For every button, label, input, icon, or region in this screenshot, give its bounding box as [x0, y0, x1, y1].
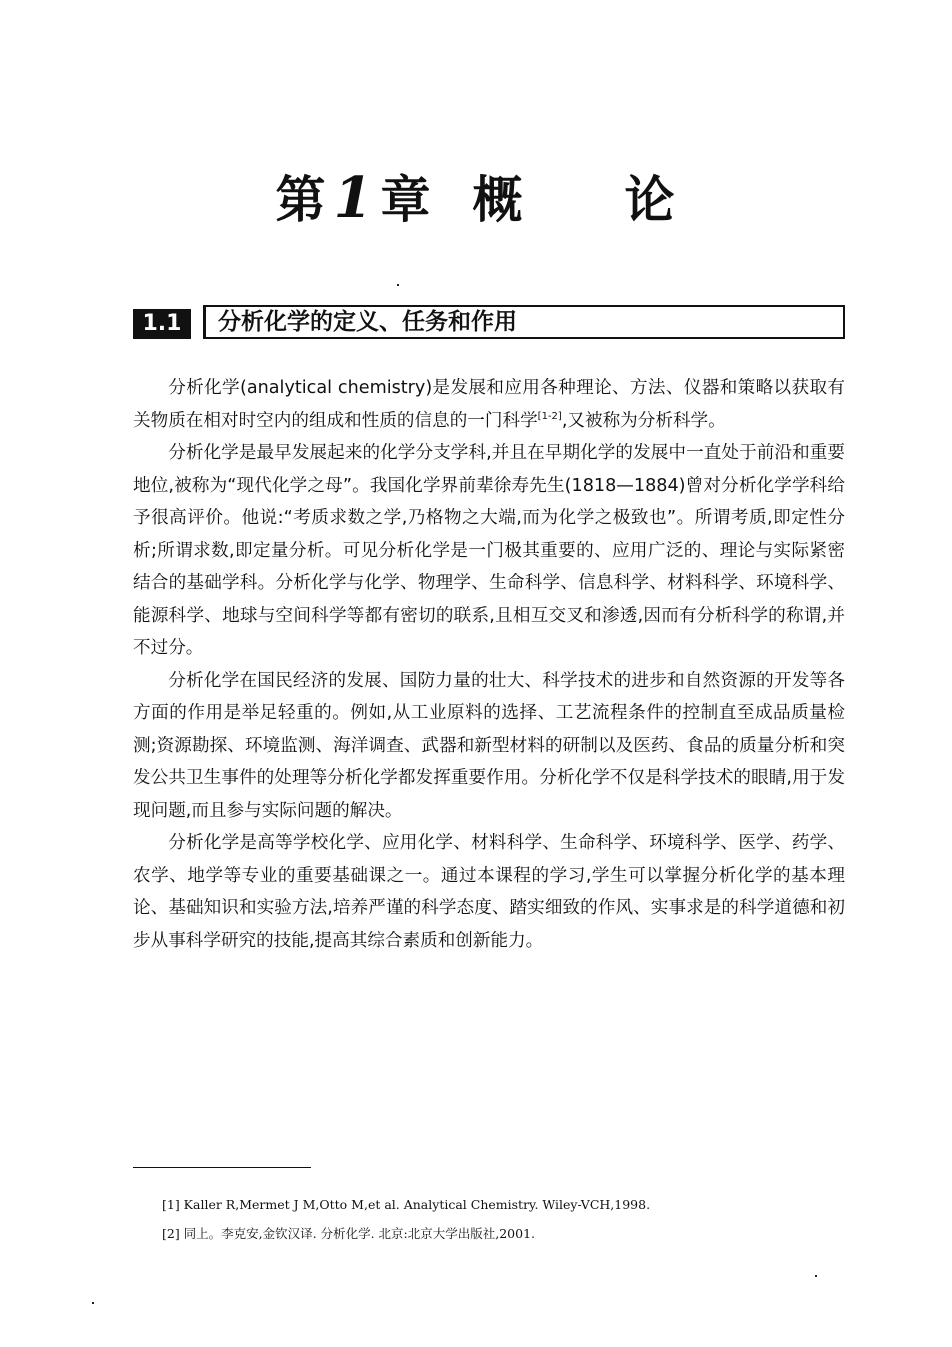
chapter-word-2: 论 — [624, 170, 677, 229]
section-number: 1.1 — [133, 309, 191, 339]
chapter-label-post: 章 — [380, 170, 433, 229]
citation-ref: [1-2] — [537, 410, 562, 422]
scan-speck — [815, 1275, 817, 1277]
paragraph-2: 分析化学是最早发展起来的化学分支学科,并且在早期化学的发展中一直处于前沿和重要地位,被称为“现代化学之母”。我国化学界前辈徐寿先生(1818—1884)曾对分析化学学科给予很高评价。他说:“考质求数之学,乃格物之大端,而为化学之极致也”。所谓考质,即定性分析;所谓求数,即定量分析。可见分析化学是一门极其重要的、应用广泛的、理论与实际紧密结合的基础学科。分析化学与化学、物理学、生命科学、信息科学、材料科学、环境科学、能源科学、地球与空间科学等都有密切的联系,且相互交叉和渗透,因而有分析科学的称谓,并不过分。 — [133, 443, 845, 658]
body-text — [133, 372, 845, 957]
section-heading — [133, 305, 845, 343]
chapter-label-pre: 第 — [275, 170, 328, 229]
paragraph-1-tail: ,又被称为分析科学。 — [561, 410, 726, 431]
scan-speck — [92, 1302, 94, 1304]
scan-speck — [397, 284, 399, 286]
section-title: 分析化学的定义、任务和作用 — [203, 305, 845, 339]
footnote-1: [1] Kaller R,Mermet J M,Otto M,et al. Analytical Chemistry. Wiley-VCH,1998. — [162, 1197, 651, 1212]
paragraph-1-text: 分析化学(analytical chemistry)是发展和应用各种理论、方法、仪器和策略以获取有关物质在相对时空内的组成和性质的信息的一门科学 — [133, 378, 845, 431]
footnotes — [162, 1190, 845, 1248]
footnote-divider — [133, 1167, 311, 1168]
footnote-2: [2] 同上。李克安,金钦汉译. 分析化学. 北京:北京大学出版社,2001. — [162, 1226, 536, 1241]
chapter-title — [0, 158, 952, 238]
chapter-word-1: 概 — [472, 170, 525, 229]
chapter-number: 1 — [333, 165, 375, 231]
paragraph-4: 分析化学是高等学校化学、应用化学、材料科学、生命科学、环境科学、医学、药学、农学、地学等专业的重要基础课之一。通过本课程的学习,学生可以掌握分析化学的基本理论、基础知识和实验方法,培养严谨的科学态度、踏实细致的作风、实事求是的科学道德和初步从事科学研究的技能,提高其综合素质和创新能力。 — [133, 833, 845, 951]
paragraph-1 — [133, 372, 845, 437]
paragraph-3: 分析化学在国民经济的发展、国防力量的壮大、科学技术的进步和自然资源的开发等各方面的作用是举足轻重的。例如,从工业原料的选择、工艺流程条件的控制直至成品质量检测;资源勘探、环境监测、海洋调查、武器和新型材料的研制以及医药、食品的质量分析和突发公共卫生事件的处理等分析化学都发挥重要作用。分析化学不仅是科学技术的眼睛,用于发现问题,而且参与实际问题的解决。 — [133, 670, 845, 821]
